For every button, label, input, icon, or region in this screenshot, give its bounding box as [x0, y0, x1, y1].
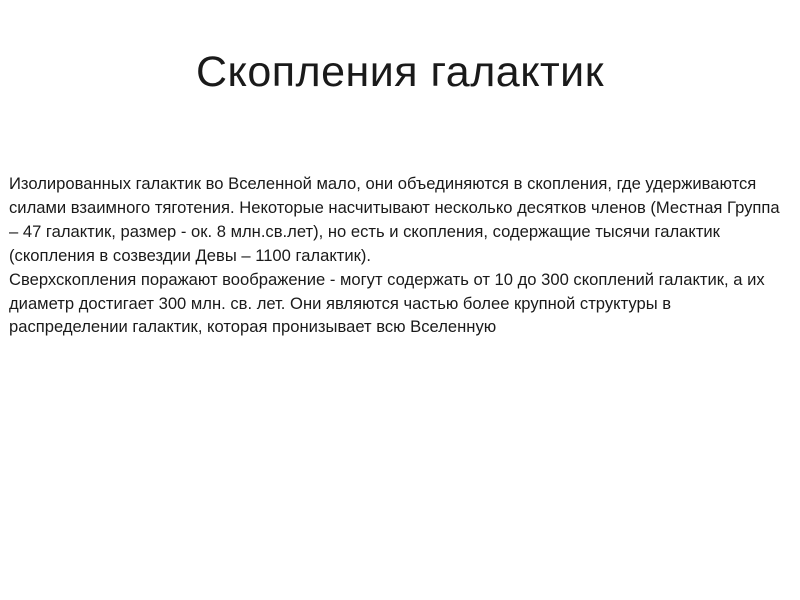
slide-title: Скопления галактик [195, 48, 605, 96]
paragraph-galaxy-clusters: Изолированных галактик во Вселенной мало, они объединяются в скопления, где удерживаются силами взаимного тяготения. Некоторые насчитывают несколько десятков членов (Местная Группа – 47 галактик, размер - ок. 8 млн.св.лет), но есть и скопления, содержащие тысячи галактик (скопления в созвездии Девы – 1100 галактик). [9, 174, 780, 265]
paragraph-superclusters: Сверхскопления поражают воображение - могут содержать от 10 до 300 скоплений галактик, а их диаметр достигает 300 млн. св. лет. Они являются частью более крупной структуры в распределении галактик, которая пронизывает всю Вселенную [9, 269, 765, 337]
slide-body [9, 172, 784, 339]
